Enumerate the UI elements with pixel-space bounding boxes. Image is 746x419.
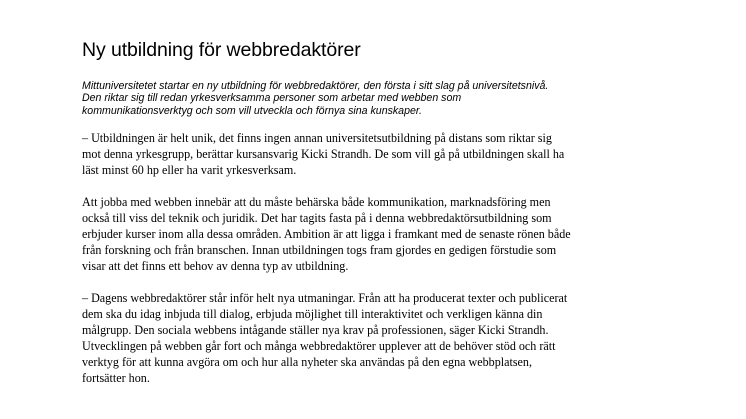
article-title: Ny utbildning för webbredaktörer [82, 39, 361, 61]
body-paragraph-3: – Dagens webbredaktörer står inför helt nya utmaningar. Från att ha producerat texter och publicerat dem ska du idag inbjuda till dialog, erbjuda möjlighet till interaktivitet och verkligen känna din målgrupp. Den sociala webbens intågande ställer nya krav på professionen, säger Kicki Strandh. Utvecklingen på webben går fort och många webbredaktörer upplever att de behöver stöd och rätt verktyg för att kunna avgöra om och hur alla nyheter ska användas på den egna webbplatsen, fortsätter hon. [82, 290, 568, 385]
article-lead: Mittuniversitetet startar en ny utbildning för webbredaktörer, den första i sitt slag på universitetsnivå. Den riktar sig till redan yrkesverksamma personer som arbetar med webben som kommunikationsverktyg och som vill utveckla och förnya sina kunskaper. [82, 80, 549, 117]
body-paragraph-2: Att jobba med webben innebär att du måste behärska både kommunikation, marknadsföring men också till viss del teknik och juridik. Det har tagits fasta på i denna webbredaktörsutbildning som erbjuder kurser inom alla dessa områden. Ambition är att ligga i framkant med de senaste rönen både från forskning och från branschen. Innan utbildningen togs fram gjordes en gedigen förstudie som visar att det finns ett behov av denna typ av utbildning. [82, 194, 571, 273]
press-release-document [82, 38, 682, 386]
body-paragraph-1: – Utbildningen är helt unik, det finns ingen annan universitetsutbildning på distans som riktar sig mot denna yrkesgrupp, berättar kursansvarig Kicki Strandh. De som vill gå på utbildningen skall ha läst minst 60 hp eller ha varit yrkesverksam. [82, 130, 565, 177]
